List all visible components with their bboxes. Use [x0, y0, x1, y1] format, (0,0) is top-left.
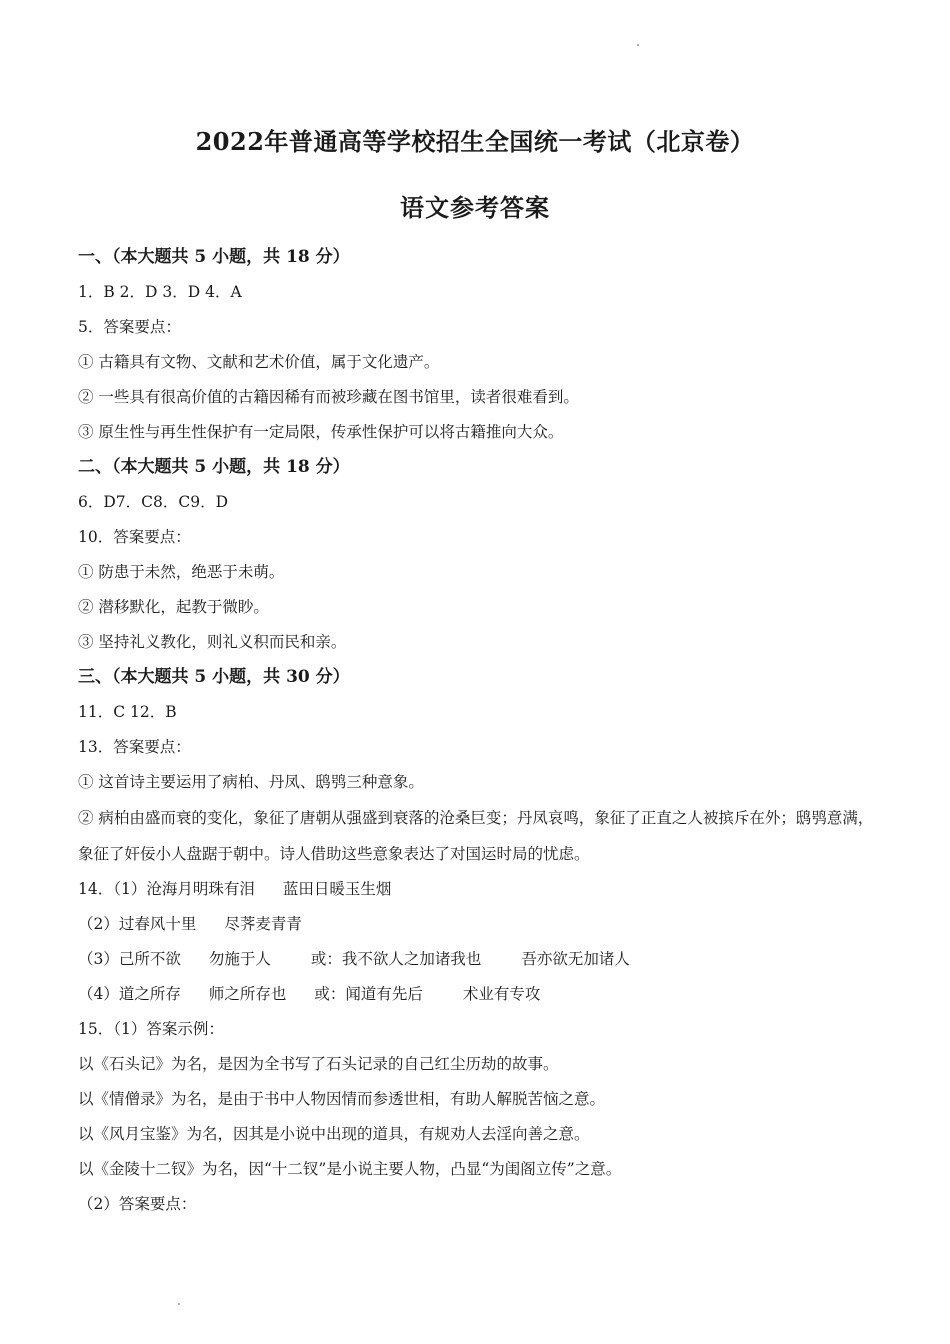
answer-point: 以《风月宝鉴》为名，因其是小说中出现的道具，有规劝人去淫向善之意。 [78, 1125, 590, 1143]
section-heading: 三、（本大题共 5 小题，共 30 分） [78, 667, 350, 687]
question-label: 10．答案要点： [78, 528, 191, 546]
answer-point: 以《石头记》为名，是因为全书写了石头记录的自己红尘历劫的故事。 [78, 1055, 559, 1073]
poem-line: （4）道之所存 师之所存也 或：闻道有先后 术业有专攻 [78, 985, 541, 1003]
answer-content [78, 240, 878, 1222]
answer-line: 1．B 2．D 3．D 4．A [78, 283, 242, 301]
answer-point: ① 防患于未然，绝恶于未萌。 [78, 563, 285, 581]
answer-point: ② 病柏由盛而衰的变化，象征了唐朝从强盛到衰落的沧桑巨变；丹凤哀鸣，象征了正直之人被摈斥在外；鸱鸮意满，象征了奸佞小人盘踞于朝中。诗人借助这些意象表达了对国运时局的忧虑。 [78, 809, 874, 863]
answer-point: ③ 坚持礼义教化，则礼义积而民和亲。 [78, 633, 347, 651]
section-heading: 二、（本大题共 5 小题，共 18 分） [78, 457, 350, 477]
answer-point: ① 这首诗主要运用了病柏、丹凤、鸱鸮三种意象。 [78, 773, 424, 791]
question-label: 5．答案要点： [78, 318, 181, 336]
question-label: （2）答案要点： [78, 1195, 197, 1213]
answer-point: ② 一些具有很高价值的古籍因稀有而被珍藏在图书馆里，读者很难看到。 [78, 388, 579, 406]
poem-line: 14．（1）沧海月明珠有泪 蓝田日暖玉生烟 [78, 880, 392, 898]
section-heading: 一、（本大题共 5 小题，共 18 分） [78, 247, 350, 267]
answer-point: ③ 原生性与再生性保护有一定局限，传承性保护可以将古籍推向大众。 [78, 423, 564, 441]
poem-line: （2）过春风十里 尽荠麦青青 [78, 915, 302, 933]
poem-line: （3）己所不欲 勿施于人 或：我不欲人之加诸我也 吾亦欲无加诸人 [78, 950, 630, 968]
page-subtitle: 语文参考答案 [400, 193, 550, 222]
answer-point: 以《情僧录》为名，是由于书中人物因情而参透世相，有助人解脱苦恼之意。 [78, 1090, 606, 1108]
scan-speck [178, 1303, 180, 1305]
scan-speck [637, 44, 639, 46]
answer-point: ① 古籍具有文物、文献和艺术价值，属于文化遗产。 [78, 353, 440, 371]
answer-line: 11．C 12．B [78, 703, 177, 721]
answer-point: ② 潜移默化，起教于微眇。 [78, 598, 269, 616]
question-label: 13．答案要点： [78, 738, 191, 756]
page-title: 2022年普通高等学校招生全国统一考试（北京卷） [195, 127, 755, 156]
answer-line: 6．D7．C8．C9．D [78, 493, 229, 511]
question-label: 15．（1）答案示例： [78, 1020, 224, 1038]
answer-point: 以《金陵十二钗》为名，因“十二钗”是小说主要人物，凸显“为闺阁立传”之意。 [78, 1160, 622, 1178]
